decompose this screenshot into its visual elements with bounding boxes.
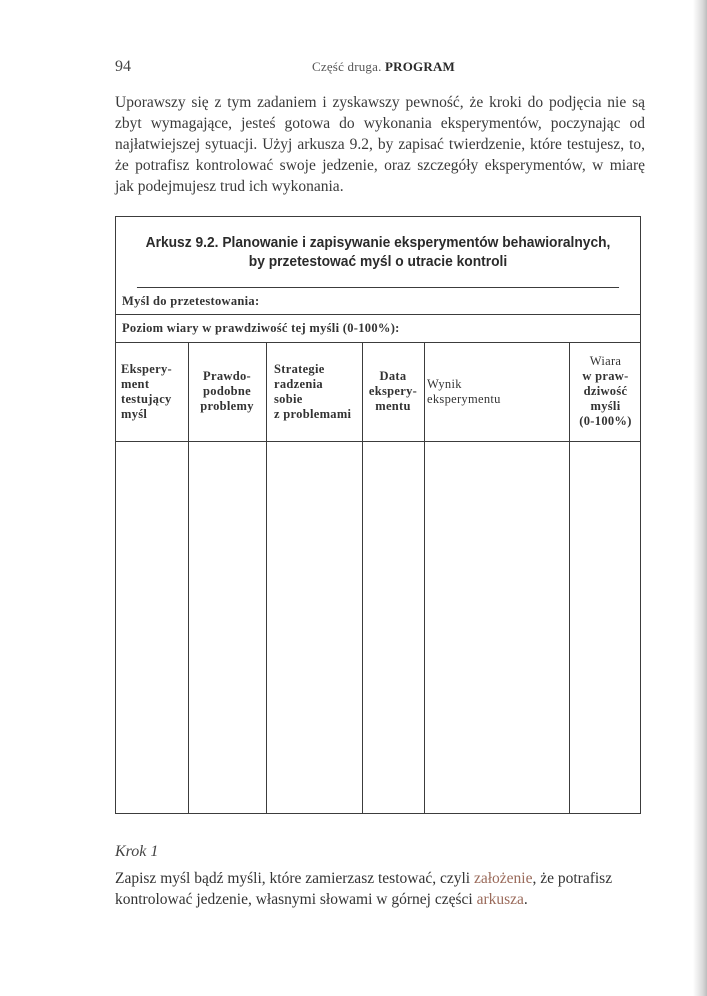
header-line: Data <box>379 369 407 383</box>
column-header-date <box>362 342 424 441</box>
worksheet-title <box>137 217 619 288</box>
header-line: eksperymentu <box>427 391 501 406</box>
header-line: podobne <box>203 384 251 398</box>
step-highlight: arkusza <box>476 891 524 908</box>
header-line: myśli <box>590 399 621 413</box>
header-line: mentu <box>375 399 411 413</box>
header-line: myśl <box>121 406 148 421</box>
column-header-experiment <box>116 342 188 441</box>
page-edge-shadow <box>693 0 707 996</box>
step-title: Krok 1 <box>115 843 159 860</box>
header-line: Wiara <box>589 354 622 368</box>
belief-field <box>116 315 640 343</box>
header-line: w praw- <box>582 369 629 383</box>
header-line: Wynik <box>427 376 462 391</box>
step-text-part: , że potrafisz kontrolować jedzenie, własnymi słowami w górnej części <box>115 870 613 908</box>
step-text-part: . <box>523 891 528 908</box>
column-header-result <box>424 342 569 441</box>
thought-field <box>116 288 640 315</box>
header-line: sobie <box>274 391 303 406</box>
column-header-belief <box>569 342 642 441</box>
header-line: testujący <box>121 391 172 406</box>
running-header <box>312 59 455 75</box>
header-line: problemy <box>200 399 254 413</box>
thought-label: Myśl do przetestowania: <box>122 293 260 308</box>
worksheet-9-2 <box>115 216 641 814</box>
header-line: Ekspery- <box>121 361 173 376</box>
header-line: radzenia <box>274 376 323 391</box>
header-line: ment <box>121 376 150 391</box>
header-line: Strategie <box>274 361 325 376</box>
header-line: (0-100%) <box>579 414 632 428</box>
section-name: PROGRAM <box>385 59 455 74</box>
header-line: z problemami <box>274 406 352 421</box>
header-line: dziwość <box>583 384 628 398</box>
step-text-part: Zapisz myśl bądź myśli, które zamierzasz testować, czyli <box>115 870 474 887</box>
step-paragraph <box>115 868 650 910</box>
header-line: ekspery- <box>368 384 418 398</box>
belief-label: Poziom wiary w prawdziwość tej myśli (0-100%): <box>122 321 400 335</box>
column-header-strategies <box>266 342 362 441</box>
page-number: 94 <box>115 58 131 75</box>
header-line: Prawdo- <box>203 369 251 383</box>
step-highlight: założenie <box>473 870 533 887</box>
column-header-problems <box>188 342 266 441</box>
experiment-table <box>116 342 640 813</box>
worksheet-title-line1: Arkusz 9.2. Planowanie i zapisywanie eksperymentów behawioralnych, <box>145 234 611 251</box>
header-divider <box>116 441 640 442</box>
section-prefix: Część druga. <box>312 59 385 74</box>
intro-paragraph: Uporawszy się z tym zadaniem i zyskawszy pewność, że kroki do podjęcia nie są zbyt wymagające, jesteś gotowa do wykonania eksperymentów, poczynając od najłatwiejszej sytuacji. Użyj arkusza 9.2, by zapisać twierdzenie, które testujesz, to, że potrafisz kontrolować swoje jedzenie, oraz szczegóły eksperymentów, w miarę jak podejmujesz trud ich wykonania. <box>115 94 645 195</box>
worksheet-title-line2: by przetestować myśl o utracie kontroli <box>248 253 508 270</box>
